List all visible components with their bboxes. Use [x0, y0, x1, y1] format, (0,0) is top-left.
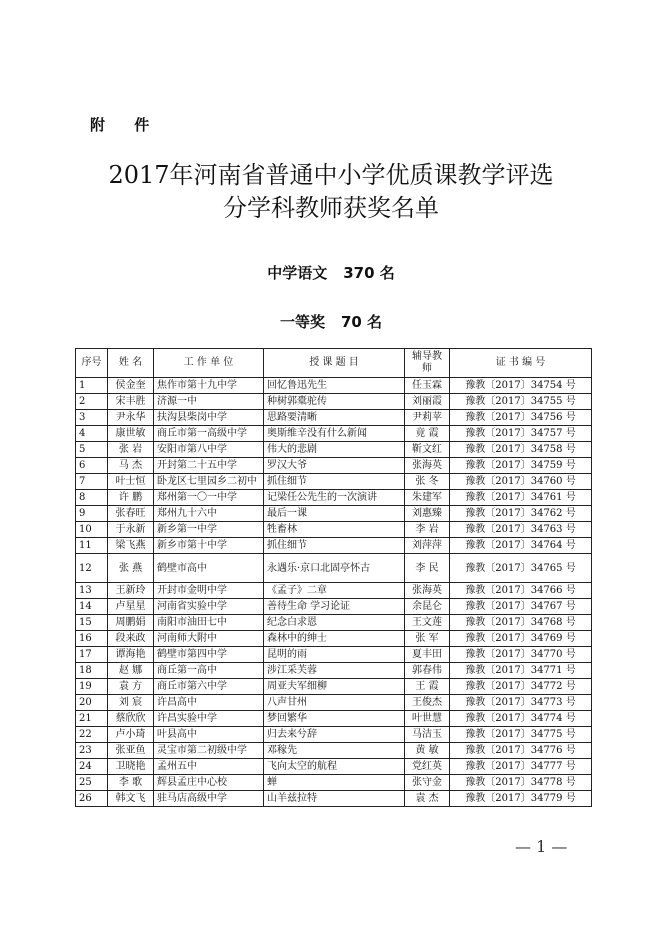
header-tutor: 辅导教师	[405, 349, 450, 378]
cell-cert: 豫教〔2017〕34761 号	[450, 490, 592, 506]
cell-tutor: 尹莉苹	[405, 410, 450, 426]
cell-tutor: 黄 敏	[405, 743, 450, 759]
table-row	[76, 458, 592, 474]
cell-no: 3	[76, 410, 108, 426]
cell-no: 15	[76, 615, 108, 631]
cell-topic: 回忆鲁迅先生	[264, 378, 405, 394]
cell-school: 孟州五中	[154, 759, 264, 775]
cell-school: 灵宝市第二初级中学	[154, 743, 264, 759]
table-row	[76, 426, 592, 442]
cell-tutor: 余昆仑	[405, 599, 450, 615]
cell-topic: 八声甘州	[264, 695, 405, 711]
table-row	[76, 647, 592, 663]
cell-name: 许 鹏	[108, 490, 154, 506]
cell-name: 张 燕	[108, 554, 154, 583]
cell-topic: 伟大的悲剧	[264, 442, 405, 458]
cell-no: 6	[76, 458, 108, 474]
cell-no: 10	[76, 522, 108, 538]
cell-topic: 抓住细节	[264, 474, 405, 490]
table-row	[76, 775, 592, 791]
cell-name: 卫晓艳	[108, 759, 154, 775]
cell-tutor: 靳文红	[405, 442, 450, 458]
cell-tutor: 王文莲	[405, 615, 450, 631]
award-count: 70 名	[340, 313, 383, 331]
cell-school: 安阳市第八中学	[154, 442, 264, 458]
cell-name: 张 岩	[108, 442, 154, 458]
table-row	[76, 631, 592, 647]
cell-no: 11	[76, 538, 108, 554]
page-number: — 1 —	[515, 837, 568, 856]
header-topic: 授 课 题 目	[264, 349, 405, 378]
cell-topic: 周亚夫军细柳	[264, 679, 405, 695]
cell-name: 马 杰	[108, 458, 154, 474]
cell-school: 开封市金明中学	[154, 583, 264, 599]
cell-topic: 纪念白求恩	[264, 615, 405, 631]
cell-no: 12	[76, 554, 108, 583]
cell-topic: 昆明的雨	[264, 647, 405, 663]
cell-no: 8	[76, 490, 108, 506]
cell-topic: 归去来兮辞	[264, 727, 405, 743]
cell-cert: 豫教〔2017〕34767 号	[450, 599, 592, 615]
cell-no: 13	[76, 583, 108, 599]
cell-tutor: 袁 杰	[405, 791, 450, 807]
table-row	[76, 506, 592, 522]
table-row	[76, 759, 592, 775]
table-row	[76, 378, 592, 394]
cell-name: 周鹏娟	[108, 615, 154, 631]
table-row	[76, 522, 592, 538]
table-row	[76, 743, 592, 759]
cell-tutor: 刘萍萍	[405, 538, 450, 554]
cell-topic: 罗汉大爷	[264, 458, 405, 474]
cell-no: 19	[76, 679, 108, 695]
cell-cert: 豫教〔2017〕34769 号	[450, 631, 592, 647]
cell-topic: 《孟子》二章	[264, 583, 405, 599]
cell-name: 卢小琦	[108, 727, 154, 743]
cell-cert: 豫教〔2017〕34764 号	[450, 538, 592, 554]
cell-tutor: 刘惠臻	[405, 506, 450, 522]
table-row	[76, 442, 592, 458]
cell-school: 新乡市第十中学	[154, 538, 264, 554]
cell-cert: 豫教〔2017〕34777 号	[450, 759, 592, 775]
cell-name: 侯金奎	[108, 378, 154, 394]
awards-table	[75, 348, 592, 807]
cell-school: 扶沟县柴岗中学	[154, 410, 264, 426]
table-row	[76, 679, 592, 695]
cell-name: 尹永华	[108, 410, 154, 426]
cell-topic: 涉江采芙蓉	[264, 663, 405, 679]
document-title-line2: 分学科教师获奖名单	[223, 194, 439, 222]
cell-school: 郑州九十六中	[154, 506, 264, 522]
cell-name: 卢星星	[108, 599, 154, 615]
cell-school: 商丘第一高中	[154, 663, 264, 679]
cell-school: 河南师大附中	[154, 631, 264, 647]
table-body	[76, 378, 592, 807]
cell-tutor: 竟 霞	[405, 426, 450, 442]
cell-school: 许昌实验中学	[154, 711, 264, 727]
cell-tutor: 张海英	[405, 458, 450, 474]
cell-no: 22	[76, 727, 108, 743]
cell-cert: 豫教〔2017〕34778 号	[450, 775, 592, 791]
cell-no: 1	[76, 378, 108, 394]
cell-name: 康世敏	[108, 426, 154, 442]
cell-topic: 永遇乐·京口北固亭怀古	[264, 554, 405, 583]
cell-cert: 豫教〔2017〕34762 号	[450, 506, 592, 522]
cell-name: 韩文飞	[108, 791, 154, 807]
table-row	[76, 394, 592, 410]
cell-tutor: 张 军	[405, 631, 450, 647]
cell-cert: 豫教〔2017〕34776 号	[450, 743, 592, 759]
cell-cert: 豫教〔2017〕34772 号	[450, 679, 592, 695]
cell-cert: 豫教〔2017〕34757 号	[450, 426, 592, 442]
cell-name: 宋丰胜	[108, 394, 154, 410]
cell-no: 20	[76, 695, 108, 711]
subject-name: 中学语文	[267, 264, 328, 282]
cell-cert: 豫教〔2017〕34756 号	[450, 410, 592, 426]
cell-no: 25	[76, 775, 108, 791]
cell-school: 叶县高中	[154, 727, 264, 743]
cell-cert: 豫教〔2017〕34754 号	[450, 378, 592, 394]
cell-name: 袁 方	[108, 679, 154, 695]
cell-no: 7	[76, 474, 108, 490]
cell-topic: 记梁任公先生的一次演讲	[264, 490, 405, 506]
cell-topic: 山羊兹拉特	[264, 791, 405, 807]
award-heading	[0, 311, 662, 332]
cell-no: 4	[76, 426, 108, 442]
table-row	[76, 410, 592, 426]
cell-cert: 豫教〔2017〕34766 号	[450, 583, 592, 599]
cell-school: 济源一中	[154, 394, 264, 410]
cell-cert: 豫教〔2017〕34758 号	[450, 442, 592, 458]
cell-school: 焦作市第十九中学	[154, 378, 264, 394]
cell-school: 南阳市油田七中	[154, 615, 264, 631]
cell-cert: 豫教〔2017〕34774 号	[450, 711, 592, 727]
cell-tutor: 叶世慧	[405, 711, 450, 727]
cell-name: 叶士恒	[108, 474, 154, 490]
cell-topic: 飞向太空的航程	[264, 759, 405, 775]
table-row	[76, 583, 592, 599]
cell-topic: 牲畜林	[264, 522, 405, 538]
cell-topic: 最后一课	[264, 506, 405, 522]
cell-name: 刘 宸	[108, 695, 154, 711]
table-row	[76, 554, 592, 583]
cell-name: 梁飞燕	[108, 538, 154, 554]
cell-name: 李 歌	[108, 775, 154, 791]
cell-name: 蔡欣欣	[108, 711, 154, 727]
table-row	[76, 711, 592, 727]
cell-tutor: 张守金	[405, 775, 450, 791]
cell-no: 23	[76, 743, 108, 759]
cell-no: 21	[76, 711, 108, 727]
cell-school: 卧龙区七里园乡二初中	[154, 474, 264, 490]
cell-cert: 豫教〔2017〕34771 号	[450, 663, 592, 679]
cell-name: 王新玲	[108, 583, 154, 599]
cell-school: 驻马店高级中学	[154, 791, 264, 807]
cell-cert: 豫教〔2017〕34773 号	[450, 695, 592, 711]
cell-topic: 奥斯维辛没有什么新闻	[264, 426, 405, 442]
table-row	[76, 474, 592, 490]
cell-cert: 豫教〔2017〕34768 号	[450, 615, 592, 631]
cell-topic: 善待生命 学习论证	[264, 599, 405, 615]
header-no: 序号	[76, 349, 108, 378]
cell-tutor: 王 霞	[405, 679, 450, 695]
cell-school: 开封第二十五中学	[154, 458, 264, 474]
cell-school: 鹤壁市高中	[154, 554, 264, 583]
cell-school: 辉县孟庄中心校	[154, 775, 264, 791]
cell-name: 段来政	[108, 631, 154, 647]
cell-tutor: 李 岩	[405, 522, 450, 538]
cell-no: 2	[76, 394, 108, 410]
cell-school: 商丘市第一高级中学	[154, 426, 264, 442]
cell-cert: 豫教〔2017〕34765 号	[450, 554, 592, 583]
cell-school: 许昌高中	[154, 695, 264, 711]
header-name: 姓 名	[108, 349, 154, 378]
cell-cert: 豫教〔2017〕34760 号	[450, 474, 592, 490]
cell-no: 26	[76, 791, 108, 807]
cell-school: 商丘市第六中学	[154, 679, 264, 695]
table-row	[76, 727, 592, 743]
cell-tutor: 刘丽霞	[405, 394, 450, 410]
cell-school: 新乡第一中学	[154, 522, 264, 538]
cell-tutor: 夏丰田	[405, 647, 450, 663]
cell-no: 5	[76, 442, 108, 458]
document-title-line1: 2017年河南省普通中小学优质课教学评选	[108, 161, 554, 189]
cell-school: 鹤壁市第四中学	[154, 647, 264, 663]
subject-heading	[0, 262, 662, 283]
cell-tutor: 任玉霖	[405, 378, 450, 394]
cell-name: 于永新	[108, 522, 154, 538]
cell-tutor: 郭春伟	[405, 663, 450, 679]
cell-topic: 森林中的绅士	[264, 631, 405, 647]
cell-tutor: 李 民	[405, 554, 450, 583]
cell-name: 谭海艳	[108, 647, 154, 663]
cell-cert: 豫教〔2017〕34770 号	[450, 647, 592, 663]
cell-cert: 豫教〔2017〕34755 号	[450, 394, 592, 410]
cell-no: 18	[76, 663, 108, 679]
cell-topic: 邓稼先	[264, 743, 405, 759]
cell-topic: 思路要清晰	[264, 410, 405, 426]
attachment-label: 附 件	[90, 116, 162, 134]
cell-tutor: 王俊杰	[405, 695, 450, 711]
cell-no: 9	[76, 506, 108, 522]
cell-cert: 豫教〔2017〕34779 号	[450, 791, 592, 807]
cell-cert: 豫教〔2017〕34759 号	[450, 458, 592, 474]
cell-tutor: 朱建军	[405, 490, 450, 506]
cell-school: 郑州第一〇一中学	[154, 490, 264, 506]
cell-name: 张春旺	[108, 506, 154, 522]
subject-count: 370 名	[343, 264, 395, 282]
cell-topic: 种树郭橐驼传	[264, 394, 405, 410]
cell-tutor: 张 冬	[405, 474, 450, 490]
table-row	[76, 615, 592, 631]
table-row	[76, 538, 592, 554]
cell-topic: 梦回繁华	[264, 711, 405, 727]
award-name: 一等奖	[279, 313, 325, 331]
header-school: 工 作 单 位	[154, 349, 264, 378]
cell-tutor: 马洁玉	[405, 727, 450, 743]
cell-cert: 豫教〔2017〕34763 号	[450, 522, 592, 538]
cell-topic: 蝉	[264, 775, 405, 791]
table-row	[76, 490, 592, 506]
cell-tutor: 党红英	[405, 759, 450, 775]
header-cert: 证 书 编 号	[450, 349, 592, 378]
table-row	[76, 695, 592, 711]
cell-topic: 抓住细节	[264, 538, 405, 554]
cell-no: 24	[76, 759, 108, 775]
cell-no: 16	[76, 631, 108, 647]
table-row	[76, 663, 592, 679]
cell-tutor: 张海英	[405, 583, 450, 599]
cell-name: 赵 娜	[108, 663, 154, 679]
cell-school: 河南省实验中学	[154, 599, 264, 615]
cell-no: 17	[76, 647, 108, 663]
table-header-row	[76, 349, 592, 378]
cell-name: 张亚鱼	[108, 743, 154, 759]
cell-cert: 豫教〔2017〕34775 号	[450, 727, 592, 743]
table-row	[76, 791, 592, 807]
cell-no: 14	[76, 599, 108, 615]
table-row	[76, 599, 592, 615]
